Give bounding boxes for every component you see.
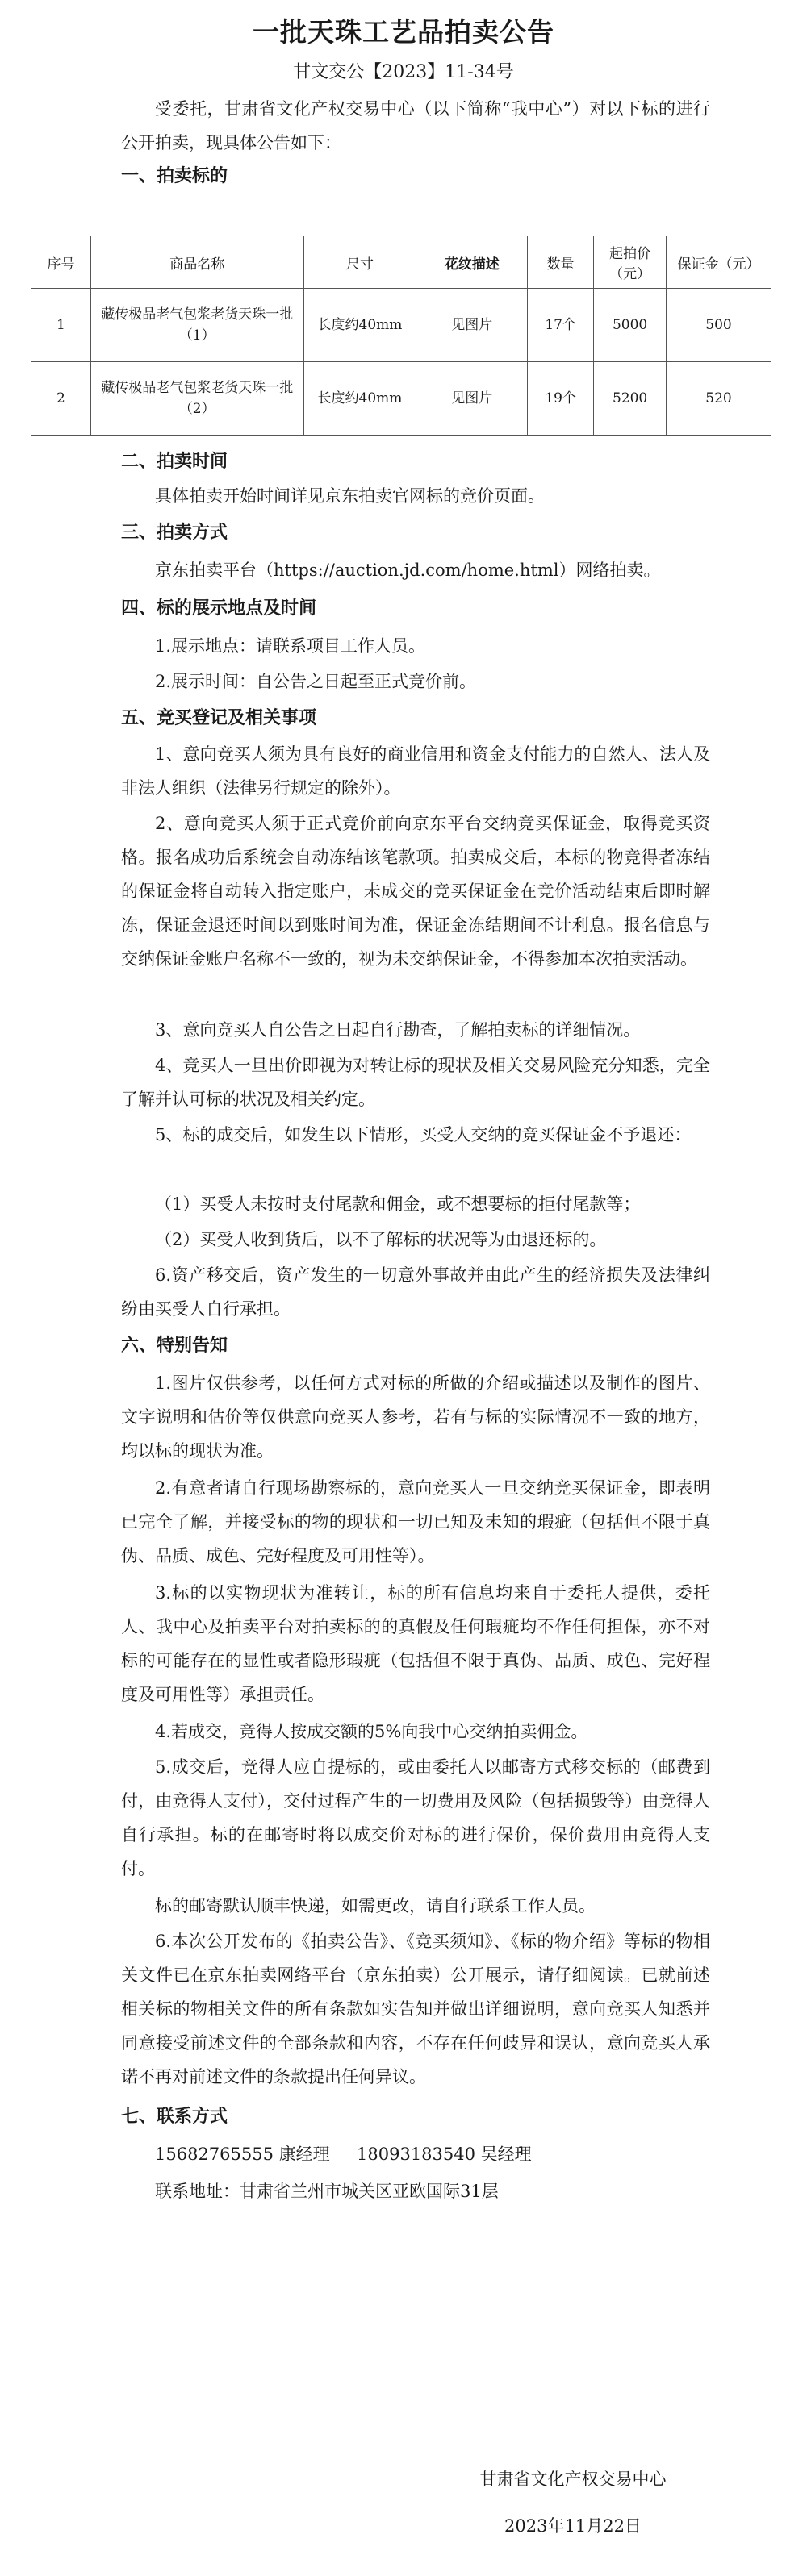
cell-quantity: 17个 [528, 289, 594, 362]
section5-para-5: 5、标的成交后，如发生以下情形，买受人交纳的竞买保证金不予退还： [155, 1125, 692, 1144]
section3-text: 京东拍卖平台（https://auction.jd.com/home.html）网络拍卖。 [155, 561, 661, 580]
contact-address: 联系地址：甘肃省兰州市城关区亚欧国际31层 [155, 2182, 499, 2201]
col-header-size: 尺寸 [303, 236, 416, 289]
section5-para-2: 2、意向竞买人须于正式竞价前向京东平台交纳竞买保证金，取得竞买资格。报名成功后系统会自动冻结该笔款项。拍卖成交后，本标的物竞得者冻结的保证金将自动转入指定账户，未成交的竞买保证金在竞价活动结束后即时解冻，保证金退还时间以到账时间为准，保证金冻结期间不计利息。报名信息与交纳保证金账户名称不一致的，视为未交纳保证金，不得参加本次拍卖活动。 [121, 814, 710, 969]
section5-para-4: 4、竞买人一旦出价即视为对转让标的现状及相关交易风险充分知悉，完全了解并认可标的状况及相关约定。 [121, 1056, 710, 1109]
col-header-name: 商品名称 [90, 236, 303, 289]
cell-deposit: 520 [667, 362, 771, 436]
auction-items-table [31, 236, 771, 436]
section5-para-5b: （2）买受人收到货后，以不了解标的状况等为由退还标的。 [155, 1230, 607, 1249]
section6-para-3: 3.标的以实物现状为准转让，标的所有信息均来自于委托人提供，委托人、我中心及拍卖平台对拍卖标的的真假及任何瑕疵均不作任何担保，亦不对标的可能存在的显性或者隐形瑕疵（包括但不限于真伪、品质、成色、完好程度及可用性等）承担责任。 [121, 1583, 710, 1704]
section2-text: 具体拍卖开始时间详见京东拍卖官网标的竞价页面。 [155, 486, 545, 506]
section5-para-3: 3、意向竞买人自公告之日起自行勘查，了解拍卖标的详细情况。 [155, 1020, 641, 1040]
cell-start-price: 5200 [594, 362, 667, 436]
table-row [31, 289, 771, 362]
section3-heading: 三、拍卖方式 [121, 522, 228, 543]
table-header-row [31, 236, 771, 289]
cell-deposit: 500 [667, 289, 771, 362]
col-header-index: 序号 [31, 236, 91, 289]
cell-pattern: 见图片 [416, 289, 528, 362]
cell-pattern: 见图片 [416, 362, 528, 436]
cell-name: 藏传极品老气包浆老货天珠一批（2） [90, 362, 303, 436]
section6-para-5b: 标的邮寄默认顺丰快递，如需更改，请自行联系工作人员。 [155, 1896, 596, 1915]
section6-heading: 六、特别告知 [121, 1335, 228, 1356]
col-header-pattern: 花纹描述 [416, 236, 528, 289]
section5-heading: 五、竞买登记及相关事项 [121, 707, 317, 728]
section1-heading: 一、拍卖标的 [121, 165, 228, 186]
cell-quantity: 19个 [528, 362, 594, 436]
section4-heading: 四、标的展示地点及时间 [121, 598, 317, 619]
cell-index: 1 [31, 289, 91, 362]
col-header-deposit: 保证金（元） [667, 236, 771, 289]
contact-phones: 15682765555 康经理 18093183540 吴经理 [155, 2145, 532, 2164]
section6-para-1: 1.图片仅供参考，以任何方式对标的所做的介绍或描述以及制作的图片、文字说明和估价等仅供意向竞买人参考，若有与标的实际情况不一致的地方，均以标的现状为准。 [121, 1373, 710, 1461]
cell-start-price: 5000 [594, 289, 667, 362]
section6-para-2: 2.有意者请自行现场勘察标的，意向竞买人一旦交纳竞买保证金，即表明已完全了解，并接受标的物的现状和一切已知及未知的瑕疵（包括但不限于真伪、品质、成色、完好程度及可用性等）。 [121, 1478, 710, 1565]
col-header-quantity: 数量 [528, 236, 594, 289]
cell-size: 长度约40mm [303, 362, 416, 436]
section6-para-4: 4.若成交，竞得人按成交额的5%向我中心交纳拍卖佣金。 [155, 1722, 588, 1741]
section5-para-6: 6.资产移交后，资产发生的一切意外事故并由此产生的经济损失及法律纠纷由买受人自行承担。 [121, 1265, 710, 1319]
section6-para-6: 6.本次公开发布的《拍卖公告》、《竞买须知》、《标的物介绍》等标的物相关文件已在京东拍卖网络平台（京东拍卖）公开展示，请仔细阅读。已就前述相关标的物相关文件的所有条款如实告知并做出详细说明，意向竞买人知悉并同意接受前述文件的全部条款和内容，不存在任何歧异和误认，意向竞买人承诺不再对前述文件的条款提出任何异议。 [121, 1932, 710, 2086]
signature-org: 甘肃省文化产权交易中心 [479, 2470, 667, 2489]
document-number: 甘文交公【2023】11-34号 [293, 62, 514, 82]
intro-paragraph: 受委托，甘肃省文化产权交易中心（以下简称“我中心”）对以下标的进行公开拍卖，现具体公告如下： [121, 99, 710, 152]
cell-name: 藏传极品老气包浆老货天珠一批（1） [90, 289, 303, 362]
page-title: 一批天珠工艺品拍卖公告 [253, 16, 554, 48]
table-row [31, 362, 771, 436]
section2-heading: 二、拍卖时间 [121, 451, 228, 472]
section5-para-5a: （1）买受人未按时支付尾款和佣金，或不想要标的拒付尾款等； [155, 1194, 641, 1214]
cell-size: 长度约40mm [303, 289, 416, 362]
col-header-start-price: 起拍价（元） [594, 236, 667, 289]
section5-para-1: 1、意向竞买人须为具有良好的商业信用和资金支付能力的自然人、法人及非法人组织（法律另行规定的除外）。 [121, 744, 710, 798]
section7-heading: 七、联系方式 [121, 2106, 228, 2127]
section6-para-5: 5.成交后，竞得人应自提标的，或由委托人以邮寄方式移交标的（邮费到付，由竞得人支付），交付过程产生的一切费用及风险（包括损毁等）由竞得人自行承担。标的在邮寄时将以成交价对标的进行保价，保价费用由竞得人支付。 [121, 1757, 710, 1878]
section4-item-1: 1.展示地点：请联系项目工作人员。 [155, 636, 426, 656]
signature-date: 2023年11月22日 [504, 2516, 642, 2536]
cell-index: 2 [31, 362, 91, 436]
section4-item-2: 2.展示时间：自公告之日起至正式竞价前。 [155, 672, 477, 691]
